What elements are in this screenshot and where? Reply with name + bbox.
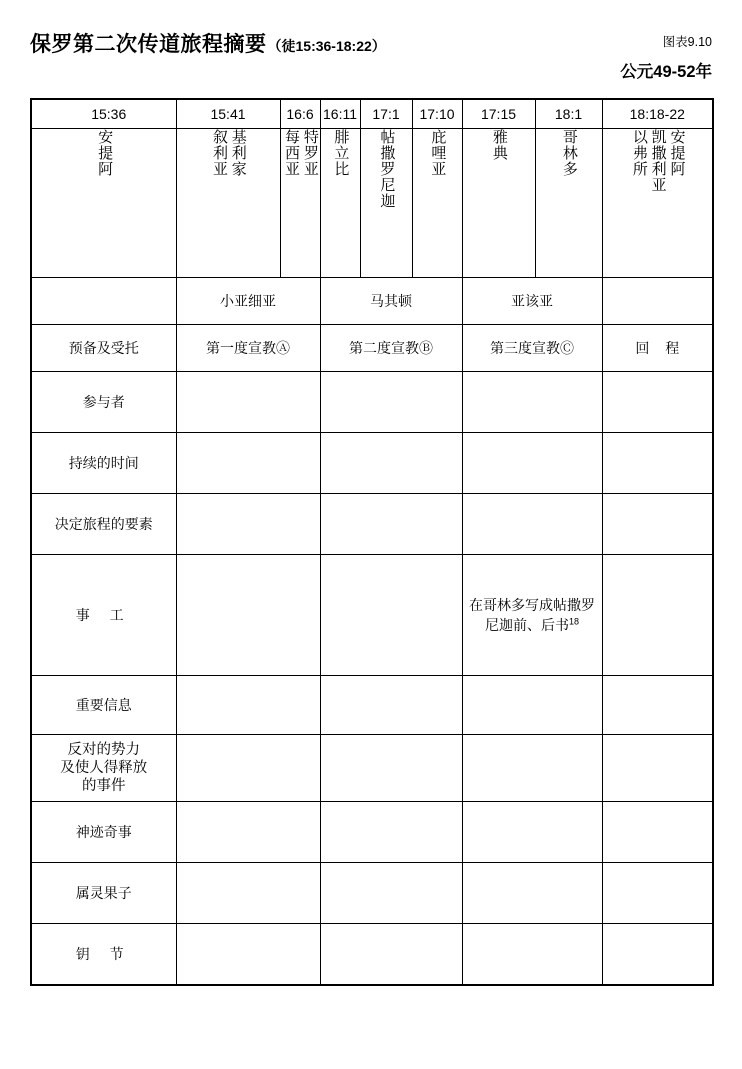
mission-cell-first: 第一度宣教Ⓐ (176, 325, 320, 372)
table-row (31, 433, 713, 494)
verse-cell: 15:36 (31, 99, 176, 129)
row-label-ministry: 事 工 (31, 555, 176, 676)
place-label: 每西亚 (283, 129, 301, 177)
place-label: 帖撒罗尼迦 (378, 129, 396, 209)
row-label-spiritual-fruit: 属灵果子 (31, 863, 176, 924)
place-cell-mysia-troas (280, 129, 320, 278)
mission-stage-row (31, 325, 713, 372)
region-cell-empty-2 (602, 278, 713, 325)
row-cell (320, 494, 462, 555)
place-cell-antioch (31, 129, 176, 278)
place-cell-athens (462, 129, 535, 278)
region-cell-macedonia: 马其顿 (320, 278, 462, 325)
place-cell-corinth (535, 129, 602, 278)
region-cell-achaia: 亚该亚 (462, 278, 602, 325)
verse-cell: 17:15 (462, 99, 535, 129)
row-cell (602, 863, 713, 924)
row-cell (602, 924, 713, 986)
table-row (31, 372, 713, 433)
row-cell (602, 555, 713, 676)
row-label-key-verse: 钥 节 (31, 924, 176, 986)
row-cell (320, 555, 462, 676)
row-cell (602, 676, 713, 735)
region-cell-empty (31, 278, 176, 325)
row-cell (320, 863, 462, 924)
region-cell-asia-minor: 小亚细亚 (176, 278, 320, 325)
place-label: 雅典 (490, 129, 508, 161)
mission-cell-second: 第二度宣教Ⓑ (320, 325, 462, 372)
row-cell (462, 372, 602, 433)
table-row (31, 555, 713, 676)
row-cell (176, 372, 320, 433)
row-cell (462, 676, 602, 735)
place-label: 特罗亚 (301, 129, 319, 177)
row-cell (320, 924, 462, 986)
row-cell (602, 433, 713, 494)
verse-cell: 16:6 (280, 99, 320, 129)
row-label-participants: 参与者 (31, 372, 176, 433)
row-cell (602, 802, 713, 863)
row-label-signs-wonders: 神迹奇事 (31, 802, 176, 863)
place-names-row (31, 129, 713, 278)
row-cell (176, 863, 320, 924)
row-cell (320, 433, 462, 494)
place-label: 安提阿 (96, 129, 114, 177)
verse-reference-row (31, 99, 713, 129)
place-label: 安提阿 (668, 129, 686, 177)
title-scripture-reference: （徒15:36-18:22） (267, 38, 386, 54)
row-cell (462, 863, 602, 924)
verse-cell: 17:10 (412, 99, 462, 129)
year-range: 公元49-52年 (620, 63, 712, 81)
row-label-duration: 持续的时间 (31, 433, 176, 494)
mission-cell-return: 回 程 (602, 325, 713, 372)
row-cell (176, 735, 320, 802)
row-cell (176, 433, 320, 494)
opposition-line-3: 的事件 (82, 778, 126, 795)
opposition-line-2: 及使人得释放 (60, 759, 148, 776)
region-row (31, 278, 713, 325)
page-header (30, 28, 712, 90)
row-cell (462, 924, 602, 986)
place-cell-philippi (320, 129, 360, 278)
verse-cell: 16:11 (320, 99, 360, 129)
row-cell (462, 433, 602, 494)
verse-cell: 18:18-22 (602, 99, 713, 129)
row-cell (462, 494, 602, 555)
row-cell (602, 494, 713, 555)
table-row (31, 863, 713, 924)
row-label-journey-factors: 决定旅程的要素 (31, 494, 176, 555)
table-row (31, 802, 713, 863)
table-row (31, 676, 713, 735)
row-cell (462, 735, 602, 802)
row-cell (602, 372, 713, 433)
row-cell (462, 802, 602, 863)
row-cell (320, 372, 462, 433)
row-label-opposition-deliverance (31, 735, 176, 802)
row-cell (320, 802, 462, 863)
row-cell (176, 555, 320, 676)
row-cell (602, 735, 713, 802)
table-row (31, 735, 713, 802)
mission-cell-preparation: 预备及受托 (31, 325, 176, 372)
opposition-line-1: 反对的势力 (67, 741, 140, 758)
place-cell-ephesus-caesarea-antioch (602, 129, 713, 278)
place-label: 哥林多 (560, 129, 578, 177)
table-row (31, 924, 713, 986)
row-cell (320, 735, 462, 802)
place-cell-berea (412, 129, 462, 278)
place-cell-syria-cilicia (176, 129, 280, 278)
table-row (31, 494, 713, 555)
row-cell (176, 802, 320, 863)
place-label: 基利家 (229, 129, 247, 177)
row-cell (176, 494, 320, 555)
place-cell-thessalonica (360, 129, 412, 278)
journey-summary-table (30, 98, 714, 986)
footnote-marker: 18 (569, 616, 580, 627)
page-title: 保罗第二次传道旅程摘要 (30, 33, 267, 56)
chart-number: 图表9.10 (662, 35, 712, 49)
row-cell (176, 924, 320, 986)
verse-cell: 15:41 (176, 99, 280, 129)
row-label-key-message: 重要信息 (31, 676, 176, 735)
ministry-note-cell (462, 555, 602, 676)
verse-cell: 17:1 (360, 99, 412, 129)
place-label: 凯撒利亚 (649, 129, 667, 193)
place-label: 庇哩亚 (429, 129, 447, 177)
row-cell (320, 676, 462, 735)
mission-cell-third: 第三度宣教Ⓒ (462, 325, 602, 372)
place-label: 以弗所 (630, 129, 648, 177)
place-label: 腓立比 (332, 129, 350, 177)
verse-cell: 18:1 (535, 99, 602, 129)
place-label: 叙利亚 (211, 129, 228, 177)
title-line (30, 28, 712, 58)
ministry-note-text: 在哥林多写成帖撒罗尼迦前、后书 (469, 596, 596, 633)
row-cell (176, 676, 320, 735)
